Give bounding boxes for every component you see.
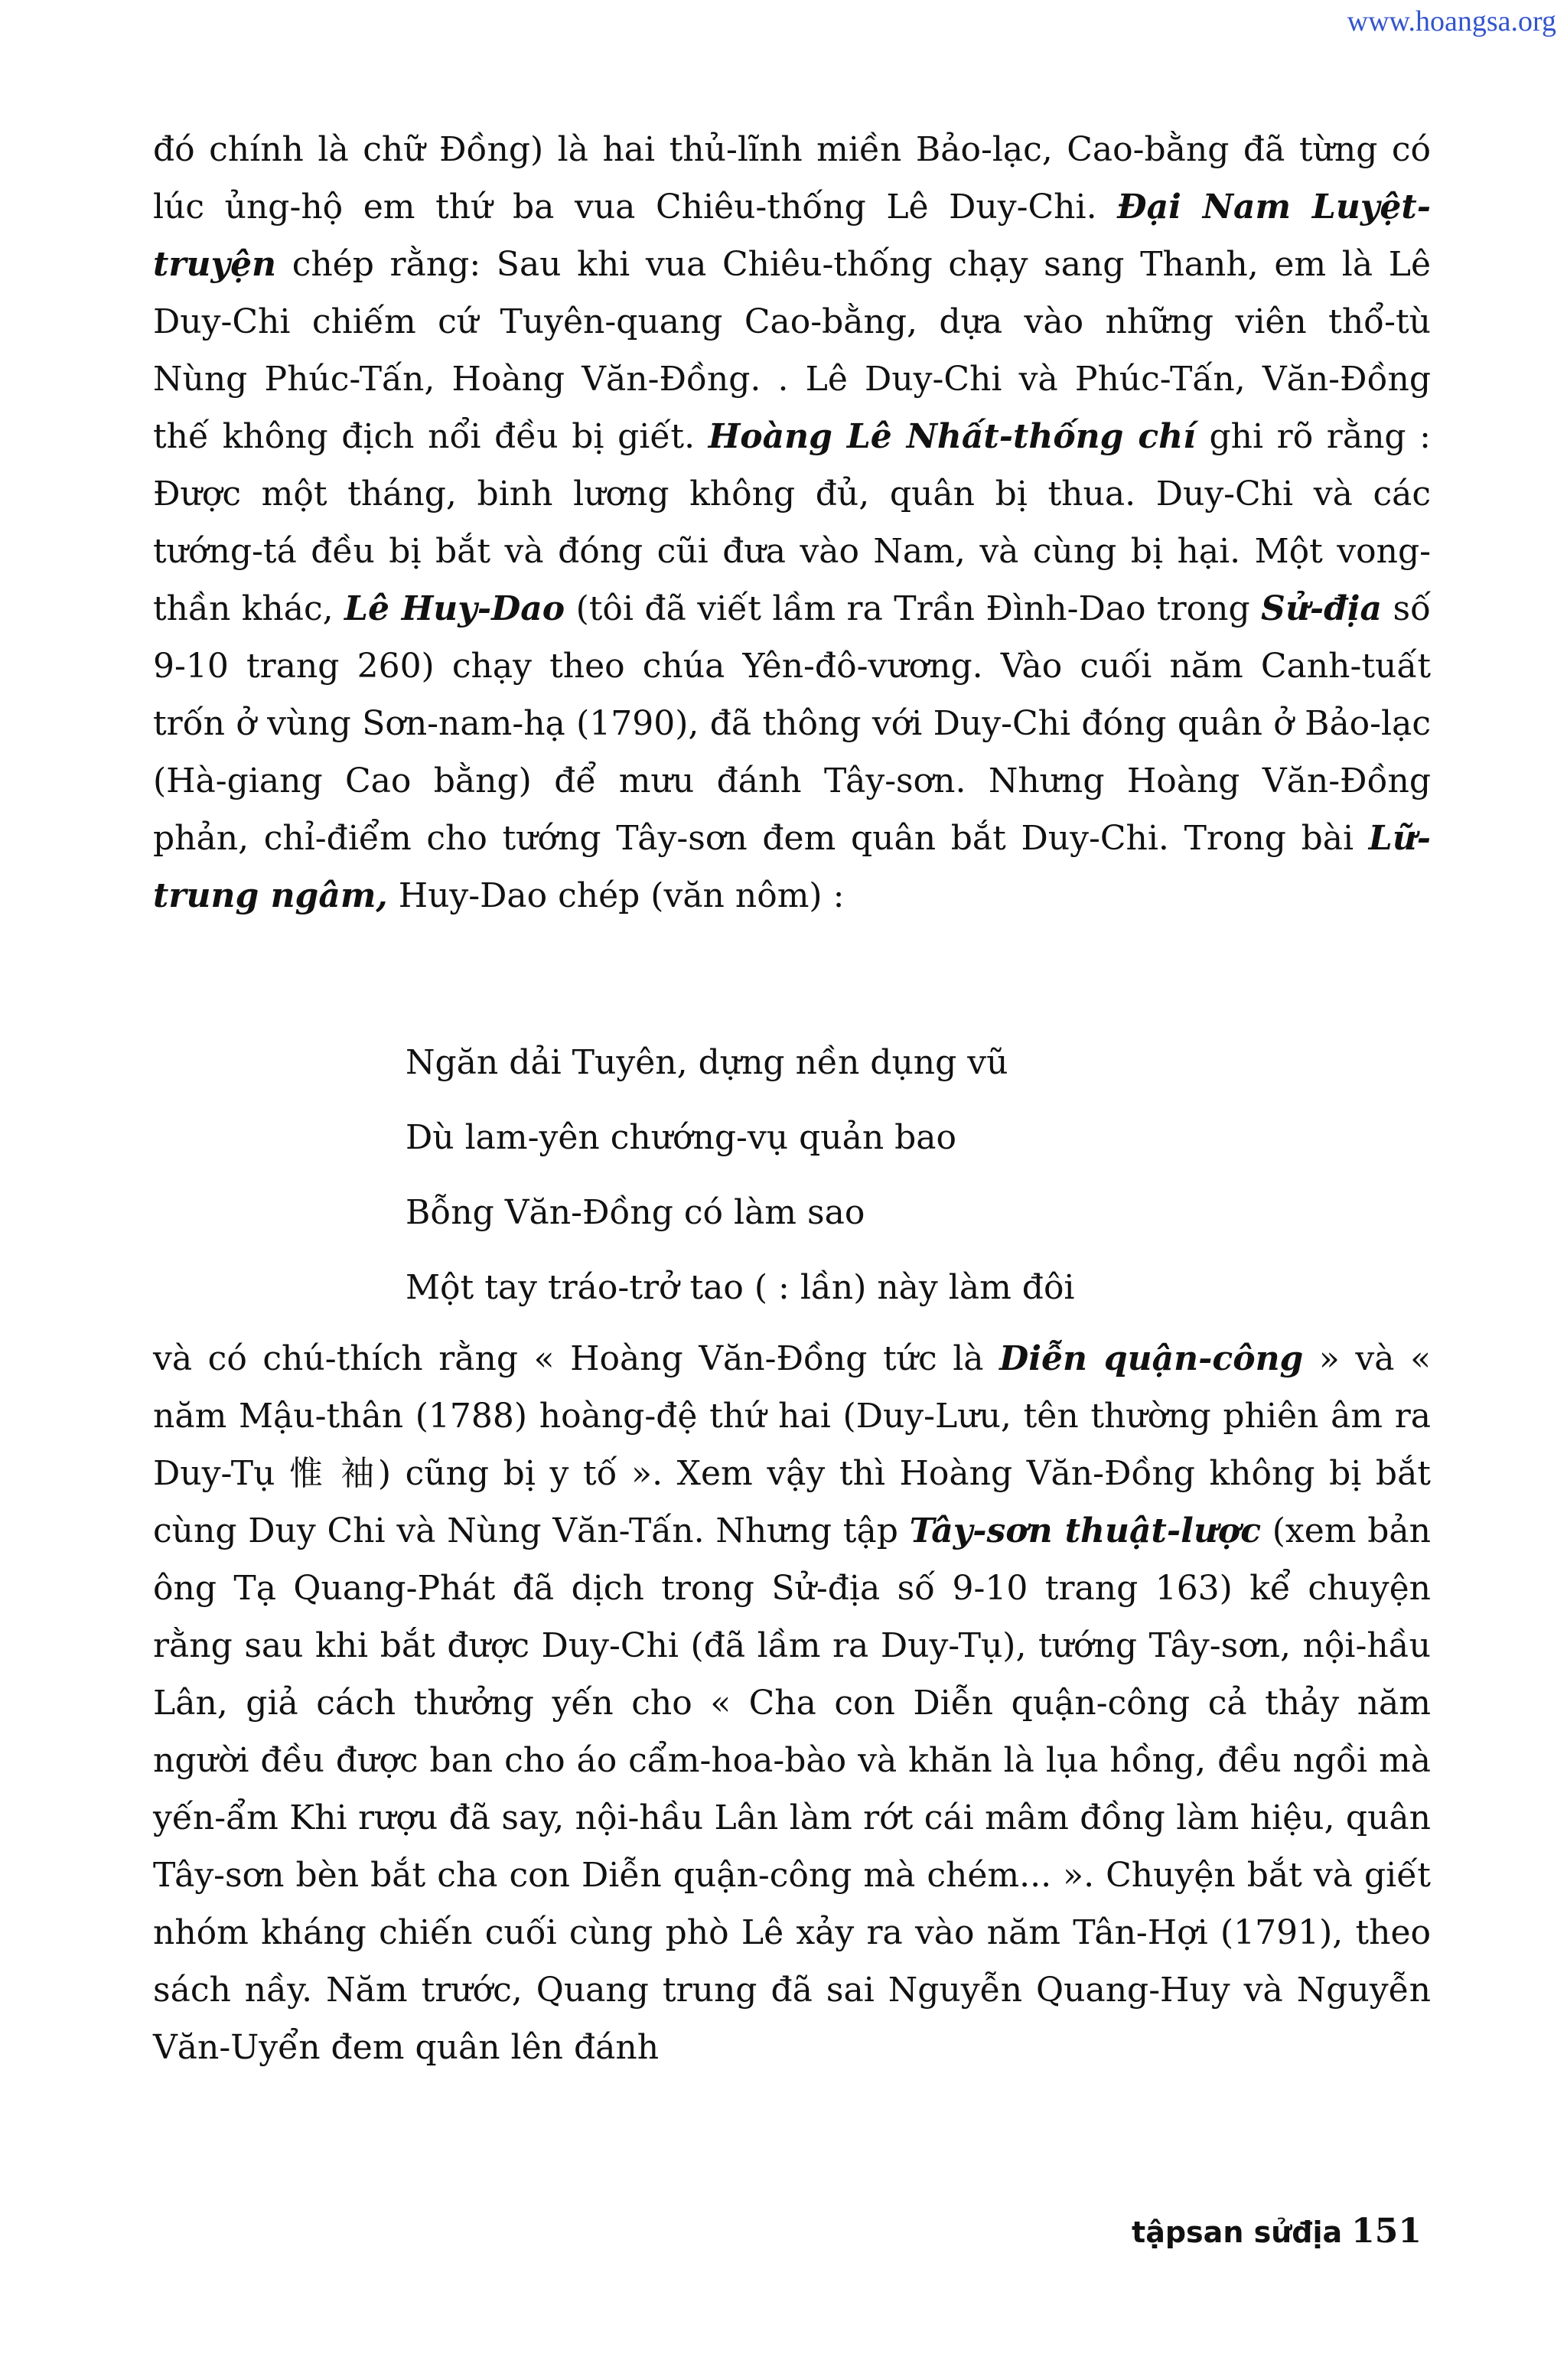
paragraph-1-text-4: (tôi đã viết lầm ra Trần Đình-Dao trong bbox=[565, 589, 1262, 628]
name-le-huy-dao: Lê Huy-Dao bbox=[344, 589, 565, 628]
paragraph-1-text-5: số 9-10 trang 260) chạy theo chúa Yên-đô-vương. Vào cuối năm Canh-tuất trốn ở vùng Sơn-nam-hạ (1790), đã thông với Duy-Chi đóng quân ở Bảo-lạc (Hà-giang Cao bằng) để mưu đánh Tây-sơn. Nhưng Hoàng Văn-Đồng phản, chỉ-điểm cho tướng Tây-sơn đem quân bắt Duy-Chi. Trong bài bbox=[153, 589, 1432, 858]
book-title-dai-nam: Đại Nam Luyệt-truyện bbox=[153, 187, 1431, 284]
paragraph-1-text-6: Huy-Dao chép (văn nôm) : bbox=[387, 876, 845, 915]
paragraph-2-text-3: (xem bản ông Tạ Quang-Phát đã dịch trong Sử-địa số 9-10 trang 163) kể chuyện rằng sau khi bắt được Duy-Chi (đã lầm ra Duy-Tụ), tướng Tây-sơn, nội-hầu Lân, giả cách thưởng yến cho « Cha con Diễn quận-công cả thảy năm người đều được ban cho áo cẩm-hoa-bào và khăn là lụa hồng, đều ngồi mà yến-ẩm Khi rượu đã say, nội-hầu Lân làm rớt cái mâm đồng làm hiệu, quân Tây-sơn bèn bắt cha con Diễn quận-công mà chém... ». Chuyện bắt và giết nhóm kháng chiến cuối cùng phò Lê xảy ra vào năm Tân-Hợi (1791), theo sách nầy. Năm trước, Quang trung đã sai Nguyễn Quang-Huy và Nguyễn Văn-Uyển đem quân lên đánh bbox=[153, 1511, 1431, 2067]
poem-title: Lữ-trung ngâm, bbox=[153, 819, 1431, 915]
paragraph-2 bbox=[153, 1330, 1431, 2076]
paragraph-2-text-2: » và « năm Mậu-thân (1788) hoàng-đệ thứ hai (Duy-Lưu, tên thường phiên âm ra Duy-Tụ 惟 袖) cũng bị y tố ». Xem vậy thì Hoàng Văn-Đồng không bị bắt cùng Duy Chi và Nùng Văn-Tấn. Nhưng tập bbox=[153, 1339, 1432, 1550]
watermark: www.hoangsa.org bbox=[1347, 5, 1556, 37]
paragraph-2-text-1: và có chú-thích rằng « Hoàng Văn-Đồng tức là bbox=[153, 1339, 1000, 1378]
publication-name: tậpsan sửđịa bbox=[1132, 2215, 1343, 2249]
page-footer bbox=[1132, 2212, 1422, 2251]
page-number: 151 bbox=[1351, 2212, 1422, 2251]
paragraph-1 bbox=[153, 121, 1431, 924]
poem-block bbox=[406, 1025, 1075, 1325]
book-title-tay-son: Tây-sơn thuật-lược bbox=[909, 1511, 1261, 1550]
journal-title-su-dia: Sử-địa bbox=[1261, 589, 1383, 628]
poem-line-1: Ngăn dải Tuyên, dựng nền dụng vũ bbox=[406, 1043, 1008, 1082]
book-title-hoang-le: Hoàng Lê Nhất-thống chí bbox=[708, 417, 1196, 456]
title-dien-quan-cong: Diễn quận-công bbox=[999, 1339, 1304, 1378]
poem-line-4: Một tay tráo-trở tao ( : lần) này làm đôi bbox=[406, 1268, 1075, 1307]
paragraph-1-text-1: đó chính là chữ Đồng) là hai thủ-lĩnh miền Bảo-lạc, Cao-bằng đã từng có lúc ủng-hộ em thứ ba vua Chiêu-thống Lê Duy-Chi. bbox=[153, 130, 1431, 227]
poem-line-2: Dù lam-yên chướng-vụ quản bao bbox=[406, 1118, 957, 1157]
paragraph-1-text-3: ghi rõ rằng : Được một tháng, binh lương không đủ, quân bị thua. Duy-Chi và các tướng-tá đều bị bắt và đóng cũi đưa vào Nam, và cùng bị hại. Một vong-thần khác, bbox=[153, 417, 1432, 628]
paragraph-1-text-2: chép rằng: Sau khi vua Chiêu-thống chạy sang Thanh, em là Lê Duy-Chi chiếm cứ Tuyên-quang Cao-bằng, dựa vào những viên thổ-tù Nùng Phúc-Tấn, Hoàng Văn-Đồng. . Lê Duy-Chi và Phúc-Tấn, Văn-Đồng thế không địch nổi đều bị giết. bbox=[153, 245, 1431, 456]
poem-line-3: Bỗng Văn-Đồng có làm sao bbox=[406, 1193, 865, 1232]
